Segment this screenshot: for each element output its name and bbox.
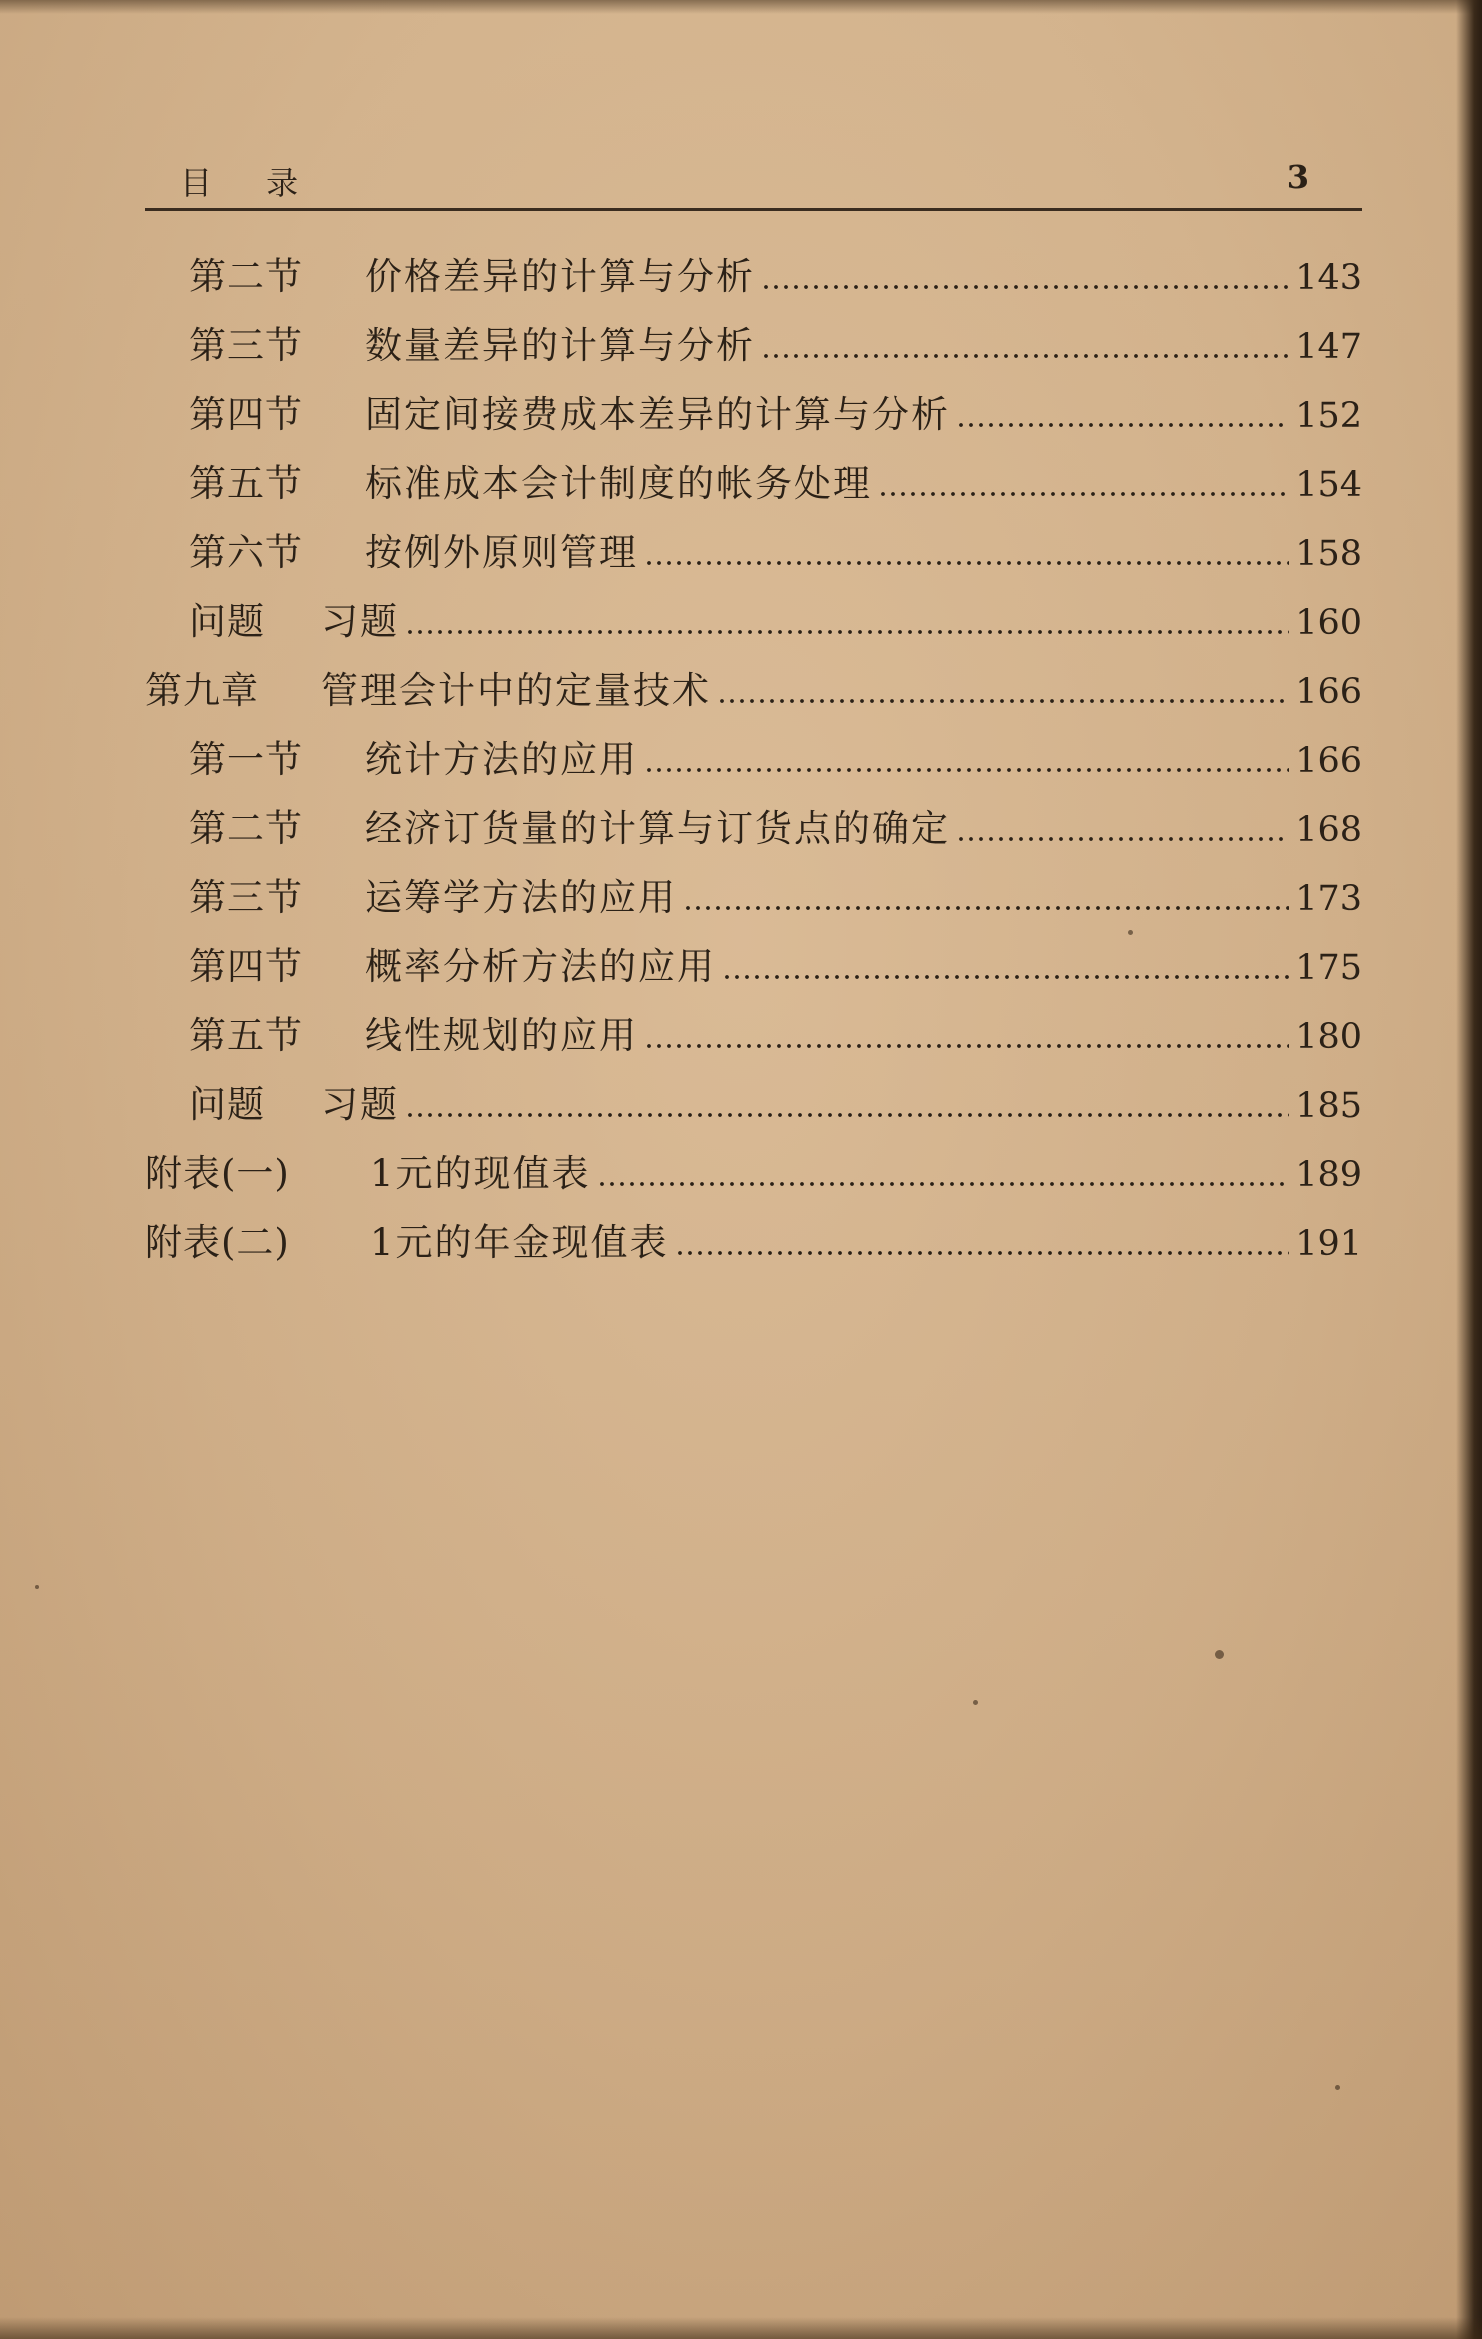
toc-entry-chapter bbox=[145, 1143, 1362, 1212]
dot-leader bbox=[597, 1180, 1290, 1188]
toc-entry-page-number: 189 bbox=[1295, 1155, 1362, 1195]
toc-entry-title: 统计方法的应用 bbox=[365, 738, 638, 781]
toc-entry-chapter bbox=[145, 1212, 1362, 1281]
paper-speck bbox=[1215, 1650, 1224, 1659]
dot-leader bbox=[405, 628, 1289, 636]
running-header-page-number: 3 bbox=[1286, 158, 1309, 196]
toc-entry-page-number: 166 bbox=[1295, 741, 1362, 781]
toc-entry-section bbox=[145, 729, 1362, 798]
toc-entry-title: 数量差异的计算与分析 bbox=[365, 324, 755, 367]
dot-leader bbox=[956, 421, 1289, 429]
toc-entry-section bbox=[145, 384, 1362, 453]
page-right-edge-shadow bbox=[1456, 0, 1482, 2339]
toc-entry-section bbox=[145, 246, 1362, 315]
paper-speck bbox=[1335, 2085, 1340, 2090]
toc-entry-section bbox=[145, 936, 1362, 1005]
toc-entry-page-number: 158 bbox=[1295, 534, 1362, 574]
toc-entry-title: 1元的现值表 bbox=[370, 1152, 591, 1195]
dot-leader bbox=[683, 904, 1289, 912]
dot-leader bbox=[722, 973, 1289, 981]
toc-entry-page-number: 168 bbox=[1295, 810, 1362, 850]
toc-entry-page-number: 143 bbox=[1295, 258, 1362, 298]
toc-entry-page-number: 185 bbox=[1295, 1086, 1362, 1126]
toc-entry-label: 问题 bbox=[189, 600, 265, 643]
dot-leader bbox=[761, 352, 1289, 360]
toc-entry-page-number: 160 bbox=[1295, 603, 1362, 643]
toc-entry-chapter bbox=[145, 660, 1362, 729]
toc-entry-label: 第三节 bbox=[189, 324, 303, 367]
toc-entry-title: 管理会计中的定量技术 bbox=[321, 669, 711, 712]
dot-leader bbox=[878, 490, 1289, 498]
toc-entry-title: 概率分析方法的应用 bbox=[365, 945, 716, 988]
toc-entry-label: 第九章 bbox=[145, 669, 259, 712]
paper-speck bbox=[973, 1700, 978, 1705]
toc-entry-title: 固定间接费成本差异的计算与分析 bbox=[365, 393, 950, 436]
paper-speck bbox=[35, 1585, 39, 1589]
page-top-shadow bbox=[0, 0, 1482, 14]
dot-leader bbox=[644, 559, 1289, 567]
header-rule bbox=[145, 208, 1362, 211]
running-header bbox=[145, 152, 1335, 208]
dot-leader bbox=[644, 766, 1289, 774]
toc-entry-page-number: 191 bbox=[1295, 1224, 1362, 1264]
toc-entry-label: 第五节 bbox=[189, 462, 303, 505]
dot-leader bbox=[675, 1249, 1290, 1257]
toc-entry-section bbox=[145, 867, 1362, 936]
toc-entry-section bbox=[145, 453, 1362, 522]
toc-entry-label: 第四节 bbox=[189, 945, 303, 988]
toc-entry-page-number: 152 bbox=[1295, 396, 1362, 436]
toc-entry-title: 线性规划的应用 bbox=[365, 1014, 638, 1057]
dot-leader bbox=[405, 1111, 1289, 1119]
toc-entry-title: 习题 bbox=[321, 1083, 399, 1126]
toc-entry-label: 问题 bbox=[189, 1083, 265, 1126]
toc-entry-label: 第二节 bbox=[189, 255, 303, 298]
dot-leader bbox=[956, 835, 1289, 843]
toc-entry-page-number: 154 bbox=[1295, 465, 1362, 505]
page-bottom-shadow bbox=[0, 2317, 1482, 2339]
toc-entry-label: 第一节 bbox=[189, 738, 303, 781]
toc-entry-section bbox=[145, 522, 1362, 591]
toc-entry-label: 第五节 bbox=[189, 1014, 303, 1057]
toc-entry-label: 第二节 bbox=[189, 807, 303, 850]
toc-entry-section bbox=[145, 1005, 1362, 1074]
toc-entry-section bbox=[145, 315, 1362, 384]
toc-entry-section bbox=[145, 1074, 1362, 1143]
toc-entry-title: 运筹学方法的应用 bbox=[365, 876, 677, 919]
toc-entry-label: 第六节 bbox=[189, 531, 303, 574]
toc-entry-label: 第三节 bbox=[189, 876, 303, 919]
toc-entry-page-number: 166 bbox=[1295, 672, 1362, 712]
toc-entry-title: 标准成本会计制度的帐务处理 bbox=[365, 462, 872, 505]
toc-entry-title: 经济订货量的计算与订货点的确定 bbox=[365, 807, 950, 850]
toc-entry-title: 价格差异的计算与分析 bbox=[365, 255, 755, 298]
toc-entry-section bbox=[145, 591, 1362, 660]
toc-entry-label: 附表(二) bbox=[145, 1221, 290, 1264]
toc-entry-page-number: 175 bbox=[1295, 948, 1362, 988]
toc-entry-title: 习题 bbox=[321, 600, 399, 643]
dot-leader bbox=[717, 697, 1289, 705]
toc-entry-section bbox=[145, 798, 1362, 867]
dot-leader bbox=[644, 1042, 1289, 1050]
table-of-contents bbox=[145, 246, 1362, 1281]
paper-speck bbox=[1128, 930, 1133, 935]
toc-entry-title: 1元的年金现值表 bbox=[370, 1221, 669, 1264]
toc-entry-page-number: 173 bbox=[1295, 879, 1362, 919]
toc-entry-page-number: 147 bbox=[1295, 327, 1362, 367]
toc-entry-page-number: 180 bbox=[1295, 1017, 1362, 1057]
toc-entry-title: 按例外原则管理 bbox=[365, 531, 638, 574]
running-header-title: 目 录 bbox=[180, 164, 321, 202]
dot-leader bbox=[761, 283, 1289, 291]
toc-entry-label: 附表(一) bbox=[145, 1152, 290, 1195]
toc-entry-label: 第四节 bbox=[189, 393, 303, 436]
